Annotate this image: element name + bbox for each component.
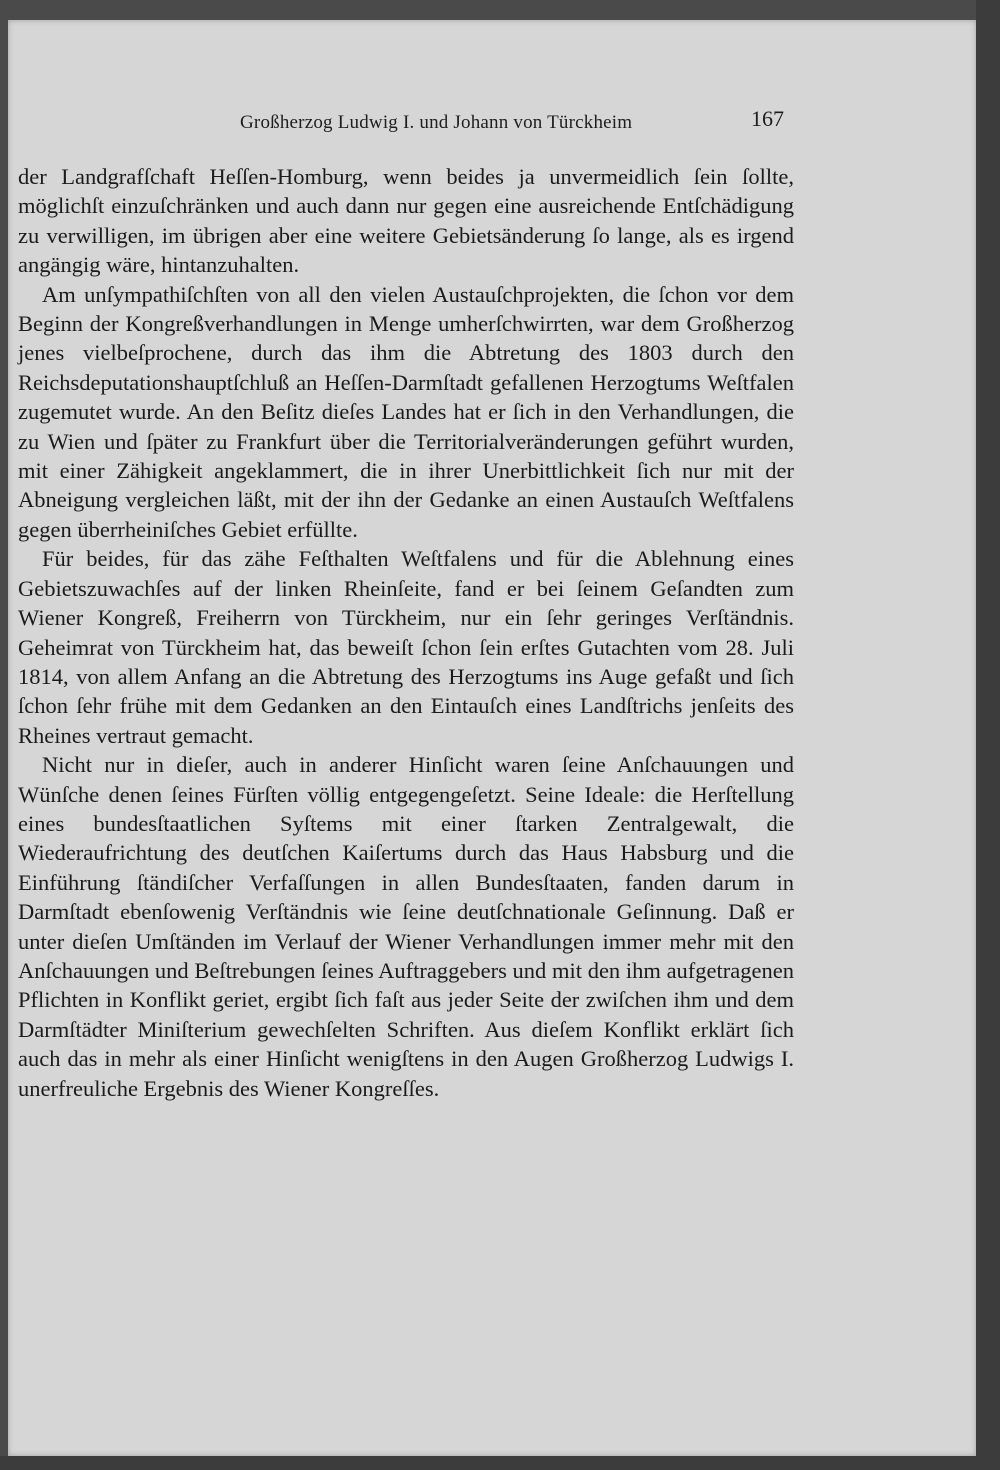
paragraph: Nicht nur in dieſer, auch in anderer Hinſicht waren ſeine Anſchauungen und Wünſche denen ſeines Fürſten völlig entgegengeſetzt. Seine Ideale: die Herſtellung eines bundesſtaatlichen Syſtems mit einer ſtarken Zentralgewalt, die Wiederaufrichtung des deutſchen Kaiſertums durch das Haus Habsburg und die Einführung ſtändiſcher Verfaſſungen in allen Bundesſtaaten, fanden darum in Darmſtadt ebenſowenig Verſtändnis wie ſeine deutſchnationale Geſinnung. Daß er unter dieſen Umſtänden im Verlauf der Wiener Verhandlungen immer mehr mit den Anſchauungen und Beſtrebungen ſeines Auftraggebers und mit den ihm aufgetragenen Pflichten in Konflikt geriet, ergibt ſich faſt aus jeder Seite der zwiſchen ihm und dem Darmſtädter Miniſterium gewechſelten Schriften. Aus dieſem Konflikt erklärt ſich auch das in mehr als einer Hinſicht wenigſtens in den Augen Großherzog Ludwigs I. unerfreuliche Ergebnis des Wiener Kongreſſes. — [18, 752, 794, 1101]
scan-border-right — [976, 0, 1000, 1470]
scan-border-bottom — [0, 1456, 1000, 1470]
page-number: 167 — [751, 106, 784, 131]
body-text — [18, 162, 794, 1103]
book-page — [8, 20, 976, 1456]
paragraph: Für beides, für das zähe Feſthalten Weſtfalens und für die Ablehnung eines Gebietszuwachſes auf der linken Rheinſeite, fand er bei ſeinem Geſandten zum Wiener Kongreß, Freiherrn von Türckheim, nur ein ſehr geringes Verſtändnis. Geheimrat von Türckheim hat, das beweiſt ſchon ſein erſtes Gutachten vom 28. Juli 1814, von allem Anfang an die Abtretung des Herzogtums ins Auge gefaßt und ſich ſchon ſehr frühe mit dem Gedanken an den Eintauſch eines Landſtrichs jenſeits des Rheines vertraut gemacht. — [18, 546, 794, 748]
paragraph: Am unſympathiſchſten von all den vielen Austauſchprojekten, die ſchon vor dem Beginn der Kongreßverhandlungen in Menge umherſchwirrten, war dem Großherzog jenes vielbeſprochene, durch das ihm die Abtretung des 1803 durch den Reichsdeputationshauptſchluß an Heſſen-Darmſtadt gefallenen Herzogtums Weſtfalen zugemutet wurde. An den Beſitz dieſes Landes hat er ſich in den Verhandlungen, die zu Wien und ſpäter zu Frankfurt über die Territorialveränderungen geführt wurden, mit einer Zähigkeit angeklammert, die in ihrer Unerbittlichkeit ſich nur mit der Abneigung vergleichen läßt, mit der ihn der Gedanke an einen Austauſch Weſtfalens gegen überrheiniſches Gebiet erfüllte. — [18, 281, 794, 542]
running-title: Großherzog Ludwig I. und Johann von Türckheim — [240, 112, 633, 133]
paragraph: der Landgrafſchaft Heſſen-Homburg, wenn beides ja unvermeidlich ſein ſollte, möglichſt einzuſchränken und auch dann nur gegen eine ausreichende Entſchädigung zu verwilligen, im übrigen aber eine weitere Gebietsänderung ſo lange, als es irgend angängig wäre, hintanzuhalten. — [18, 164, 794, 278]
